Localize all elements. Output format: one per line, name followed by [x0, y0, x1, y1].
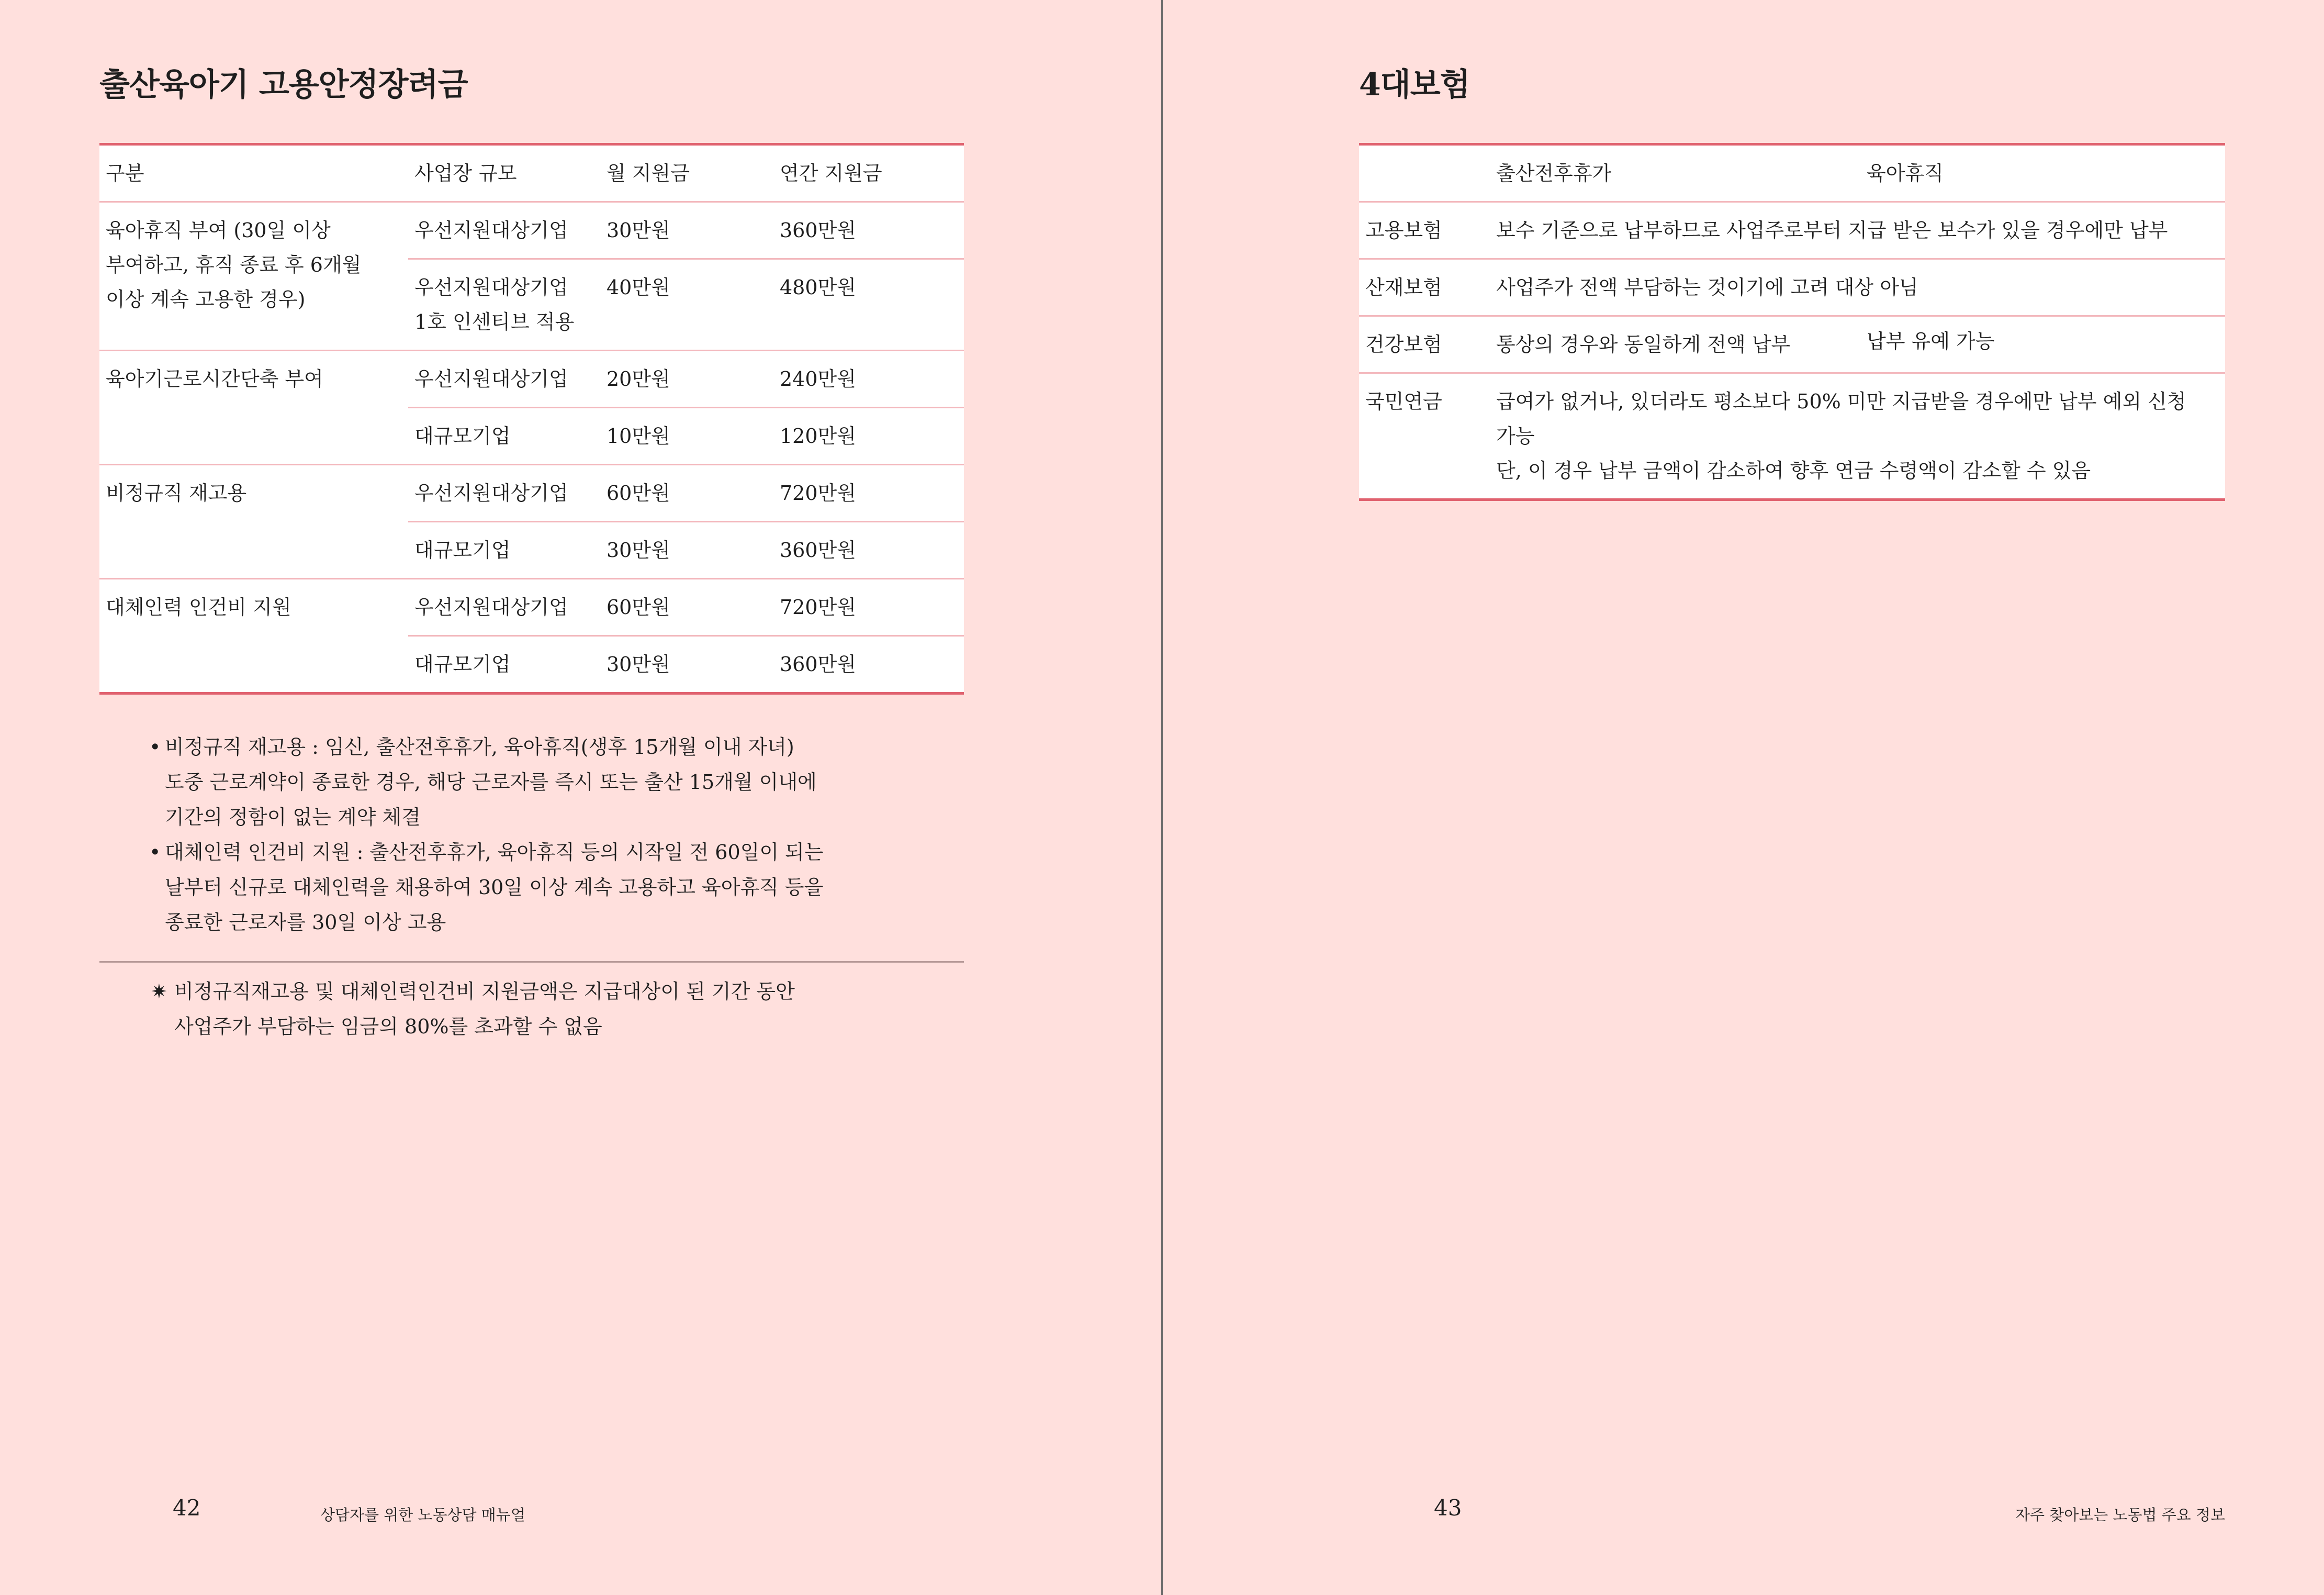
header-monthly: 월 지원금 — [600, 144, 773, 202]
bullet-icon: • — [149, 735, 161, 759]
annual-cell: 720만원 — [773, 579, 964, 636]
header-annual: 연간 지원금 — [773, 144, 964, 202]
insurance-detail: 보수 기준으로 납부하므로 사업주로부터 지급 받은 보수가 있을 경우에만 납부 — [1490, 202, 2225, 259]
size-cell: 대규모기업 — [414, 653, 511, 676]
table-header-row — [99, 144, 964, 202]
insurance-detail: 급여가 없거나, 있더라도 평소보다 50% 미만 지급받을 경우에만 납부 예외 신청 가능 단, 이 경우 납부 금액이 감소하여 향후 연금 수령액이 감소할 수 있음 — [1496, 390, 2186, 482]
monthly-cell: 60만원 — [600, 465, 773, 522]
annual-cell: 480만원 — [773, 259, 964, 351]
notes-list — [149, 730, 945, 940]
header-size: 사업장 규모 — [408, 144, 600, 202]
annual-cell: 720만원 — [773, 465, 964, 522]
table-row — [99, 579, 964, 636]
monthly-cell: 40만원 — [600, 259, 773, 351]
annual-cell: 240만원 — [773, 351, 964, 408]
divider — [99, 961, 964, 963]
size-cell: 우선지원대상기업 1호 인센티브 적용 — [408, 259, 600, 351]
asterisk-icon: ✷ — [151, 980, 167, 1003]
category-cell: 대체인력 인건비 지원 — [106, 596, 291, 619]
right-page — [1163, 0, 2324, 1595]
bullet-icon: • — [149, 841, 161, 864]
category-cell: 육아기근로시간단축 부여 — [99, 351, 408, 465]
size-cell: 대규모기업 — [408, 522, 600, 579]
running-title-left: 상담자를 위한 노동상담 매뉴얼 — [320, 1506, 525, 1524]
table-row — [1359, 202, 2225, 259]
monthly-cell: 10만원 — [600, 408, 773, 465]
page-number-left: 42 — [173, 1495, 201, 1521]
monthly-cell: 30만원 — [600, 522, 773, 579]
annual-cell: 360만원 — [780, 653, 856, 676]
insurance-label: 국민연금 — [1365, 390, 1442, 413]
header-blank — [1359, 144, 1490, 202]
size-cell: 우선지원대상기업 — [408, 579, 600, 636]
page-number-right: 43 — [1434, 1495, 1462, 1521]
header-maternity-leave: 출산전후휴가 — [1490, 144, 1860, 202]
header-category: 구분 — [99, 144, 408, 202]
table-row — [99, 465, 964, 522]
subsidy-table — [99, 143, 964, 695]
insurance-detail-leave: 통상의 경우와 동일하게 전액 납부 — [1490, 316, 1860, 373]
running-title-right: 자주 찾아보는 노동법 주요 정보 — [2015, 1506, 2225, 1524]
insurance-detail: 사업주가 전액 부담하는 것이기에 고려 대상 아님 — [1490, 259, 2225, 316]
category-cell: 육아휴직 부여 (30일 이상 부여하고, 휴직 종료 후 6개월 이상 계속 고용한 경우) — [99, 202, 408, 351]
table-row — [1359, 316, 2225, 373]
size-cell: 우선지원대상기업 — [408, 202, 600, 259]
monthly-cell: 30만원 — [600, 202, 773, 259]
page-title-right: 4대보험 — [1359, 66, 1470, 103]
list-item: • 비정규직 재고용 : 임신, 출산전후휴가, 육아휴직(생후 15개월 이내 자녀) 도중 근로계약이 종료한 경우, 해당 근로자를 즉시 또는 출산 15개월 이내에 기간의 정함이 없는 계약 체결 — [149, 730, 945, 835]
insurance-table — [1359, 143, 2225, 501]
monthly-cell: 30만원 — [607, 653, 670, 676]
size-cell: 우선지원대상기업 — [408, 465, 600, 522]
category-cell: 비정규직 재고용 — [99, 465, 408, 579]
insurance-label: 건강보험 — [1359, 316, 1490, 373]
table-header-row — [1359, 144, 2225, 202]
monthly-cell: 60만원 — [600, 579, 773, 636]
table-row — [1359, 373, 2225, 500]
table-row — [99, 351, 964, 408]
footnote: ✷ 비정규직재고용 및 대체인력인건비 지원금액은 지급대상이 된 기간 동안 사업주가 부담하는 임금의 80%를 초과할 수 없음 — [151, 974, 946, 1044]
insurance-label: 고용보험 — [1359, 202, 1490, 259]
insurance-label: 산재보험 — [1359, 259, 1490, 316]
table-row — [1359, 259, 2225, 316]
size-cell: 우선지원대상기업 — [408, 351, 600, 408]
annual-cell: 120만원 — [773, 408, 964, 465]
list-item: • 대체인력 인건비 지원 : 출산전후휴가, 육아휴직 등의 시작일 전 60일이 되는 날부터 신규로 대체인력을 채용하여 30일 이상 계속 고용하고 육아휴직 등을 종료한 근로자를 30일 이상 고용 — [149, 835, 945, 940]
annual-cell: 360만원 — [773, 202, 964, 259]
header-parental-leave: 육아휴직 — [1860, 144, 2225, 202]
page-title-left: 출산육아기 고용안정장려금 — [99, 66, 468, 103]
insurance-detail-parental: 납부 유예 가능 — [1860, 316, 2225, 373]
monthly-cell: 20만원 — [600, 351, 773, 408]
size-cell: 대규모기업 — [408, 408, 600, 465]
annual-cell: 360만원 — [773, 522, 964, 579]
table-row — [99, 202, 964, 259]
